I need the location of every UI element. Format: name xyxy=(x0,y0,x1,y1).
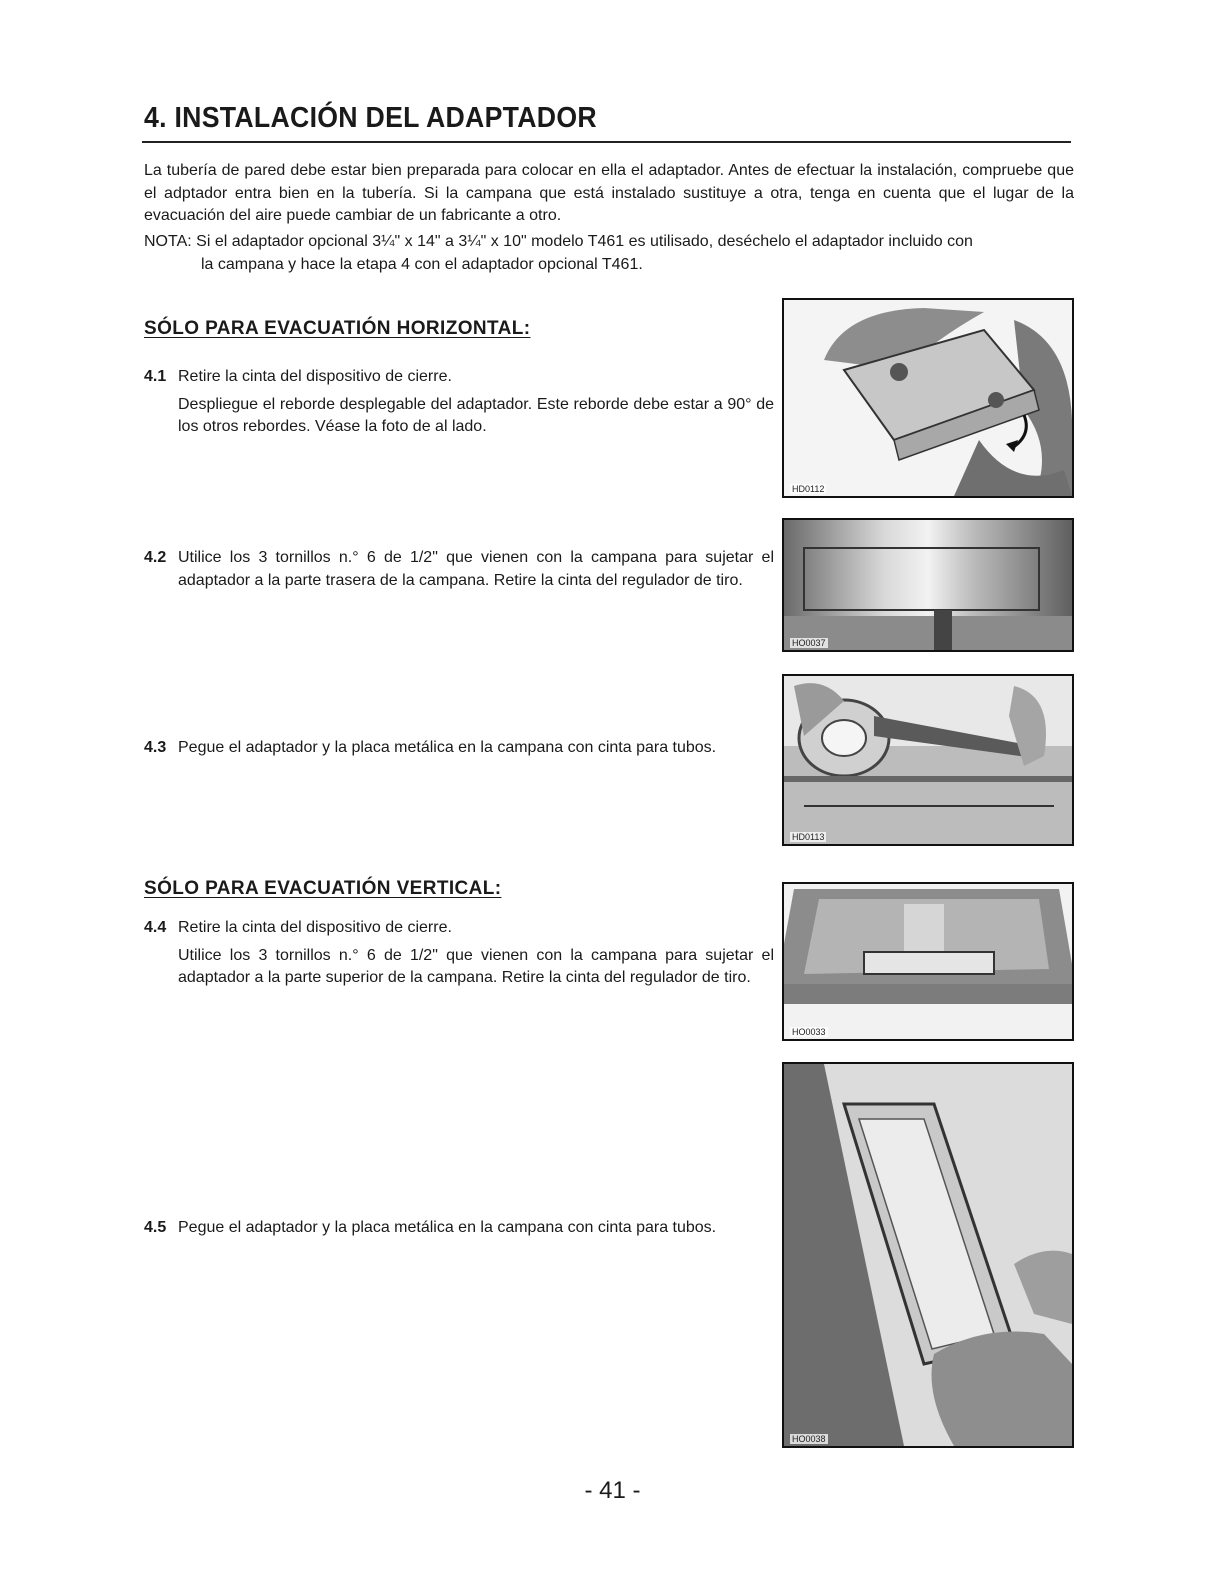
heading-divider xyxy=(142,141,1071,143)
step-number: 4.5 xyxy=(144,1219,167,1236)
step-number: 4.3 xyxy=(144,739,167,756)
step-text: Despliegue el reborde desplegable del adaptador. Este reborde debe estar a 90° de los otros rebordes. Véase la foto de al lado. xyxy=(178,395,774,435)
photo-hood-back xyxy=(782,518,1074,652)
note-label: NOTA: xyxy=(144,233,192,250)
horizontal-section-title: SÓLO PARA EVACUATIÓN HORIZONTAL: xyxy=(144,318,531,339)
photo-code: HD0113 xyxy=(792,832,825,842)
step-number: 4.1 xyxy=(144,368,167,385)
vertical-section-title: SÓLO PARA EVACUATIÓN VERTICAL: xyxy=(144,878,502,899)
step-text: Utilice los 3 tornillos n.° 6 de 1/2" que vienen con la campana para sujetar el adaptador a la parte superior de la campana. Retire la cinta del regulador de tiro. xyxy=(178,946,774,986)
note-line-1: Si el adaptador opcional 3¼" x 14" a 3¼" x 10" modelo T461 es utilisado, deséchelo el adaptador incluido con xyxy=(196,233,973,250)
section-heading: 4. INSTALACIÓN DEL ADAPTADOR xyxy=(144,102,597,134)
step-number: 4.2 xyxy=(144,549,167,566)
step-text: Pegue el adaptador y la placa metálica en la campana con cinta para tubos. xyxy=(178,739,717,756)
step-4-3 xyxy=(144,737,774,765)
note-line-2: la campana y hace la etapa 4 con el adaptador opcional T461. xyxy=(201,256,643,273)
step-text: Retire la cinta del dispositivo de cierre. xyxy=(178,368,452,385)
photo-adapter-flange xyxy=(782,298,1074,498)
photo-hood-top xyxy=(782,882,1074,1041)
intro-paragraph: La tubería de pared debe estar bien preparada para colocar en ella el adaptador. Antes de efectuar la instalación, compruebe que el adptador entra bien en la tubería. Si la campana que está instalado sustituye a otra, tenga en cuenta que el lugar de la evacuación del aire puede cambiar de un fabricante a otro. xyxy=(144,162,1074,224)
step-number: 4.4 xyxy=(144,919,167,936)
photo-code: HO0037 xyxy=(792,638,826,648)
page-number: - 41 - xyxy=(584,1477,641,1504)
photo-taping-vertical xyxy=(782,1062,1074,1448)
photo-taping-adapter xyxy=(782,674,1074,846)
photo-code: HO0033 xyxy=(792,1027,826,1037)
step-text: Pegue el adaptador y la placa metálica en la campana con cinta para tubos. xyxy=(178,1219,717,1236)
photo-code: HD0112 xyxy=(792,484,825,494)
step-text: Utilice los 3 tornillos n.° 6 de 1/2" que vienen con la campana para sujetar el adaptador a la parte trasera de la campana. Retire la cinta del regulador de tiro. xyxy=(178,549,774,589)
step-4-4 xyxy=(144,917,774,995)
step-4-2 xyxy=(144,547,774,597)
note-block xyxy=(144,230,1074,276)
step-text: Retire la cinta del dispositivo de cierre. xyxy=(178,919,452,936)
photo-code: HO0038 xyxy=(792,1434,826,1444)
step-4-5 xyxy=(144,1217,774,1245)
step-4-1 xyxy=(144,366,774,444)
